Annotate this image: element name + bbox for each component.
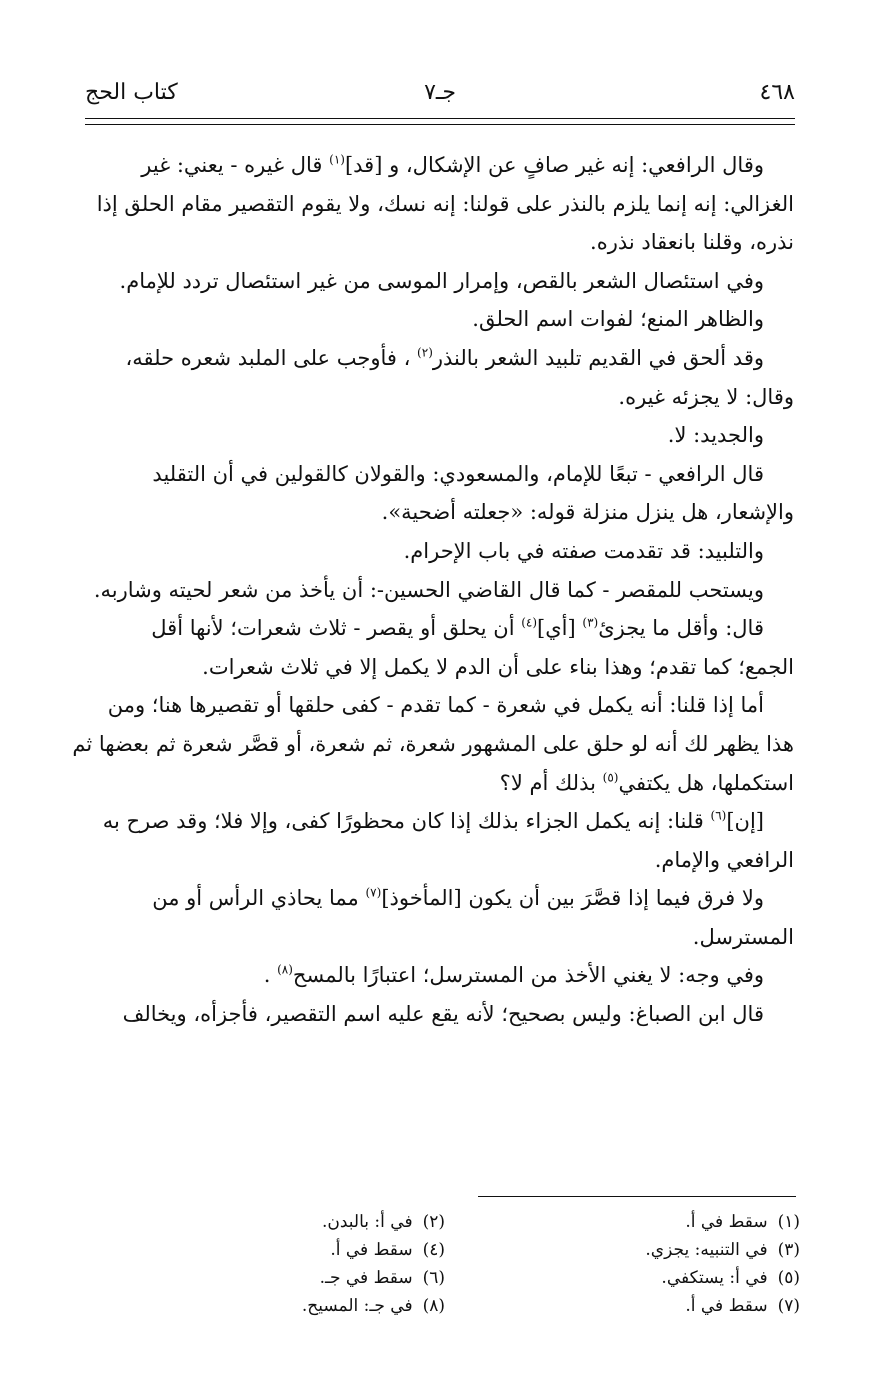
- text-segment: استكملها، هل يكتفي: [618, 770, 794, 795]
- book-title: كتاب الحج: [85, 80, 178, 105]
- text-segment: بذلك أم لا؟: [499, 770, 603, 795]
- text-segment: المسترسل.: [692, 924, 794, 949]
- footnote-number: (٧): [777, 1296, 800, 1316]
- footnote-ref: (٥): [602, 770, 619, 785]
- footnote-text: سقط في أ.: [685, 1212, 768, 1232]
- footnote: [645, 1240, 800, 1260]
- text-line: [82, 609, 794, 648]
- text-segment: والتلبيد: قد تقدمت صفته في باب الإحرام.: [403, 538, 764, 563]
- footnote: [685, 1212, 800, 1232]
- text-segment: [إن]: [726, 809, 764, 834]
- text-line: [82, 339, 794, 378]
- text-segment: قال الرافعي - تبعًا للإمام، والمسعودي: والقولان كالقولين في أن التقليد: [152, 461, 764, 486]
- text-segment: وقال الرافعي: إنه غير صافٍ عن الإشكال، و [قد]: [344, 153, 764, 177]
- footnote-row: [220, 1296, 800, 1324]
- footnote-text: في التنبيه: يجزي.: [645, 1240, 768, 1260]
- footnote: [330, 1240, 445, 1260]
- text-segment: ويستحب للمقصر - كما قال القاضي الحسين-: أن يأخذ من شعر لحيته وشاربه.: [93, 577, 764, 602]
- footnote-ref: (٢): [417, 345, 433, 360]
- footnote: [661, 1268, 800, 1288]
- text-segment: الرافعي والإمام.: [654, 847, 794, 872]
- footnote-ref: (٦): [710, 808, 727, 823]
- text-line: [82, 764, 794, 803]
- footnote: [320, 1268, 445, 1288]
- footnote-text: في جـ: المسيح.: [301, 1296, 413, 1316]
- main-text: [72, 146, 794, 1034]
- footnote-number: (٤): [422, 1240, 445, 1260]
- text-segment: الجمع؛ كما تقدم؛ وهذا بناء على أن الدم لا يكمل إلا في ثلاث شعرات.: [202, 654, 794, 679]
- footnote-number: (٨): [422, 1296, 445, 1316]
- footnote-row: [220, 1240, 800, 1268]
- text-line: [82, 918, 794, 957]
- text-segment: وقد ألحق في القديم تلبيد الشعر بالنذر: [432, 345, 764, 370]
- text-line: [82, 455, 794, 494]
- text-line: [82, 802, 794, 841]
- text-line: [82, 841, 794, 880]
- footnote-number: (٣): [777, 1240, 800, 1260]
- header-rule-thin: [85, 124, 795, 125]
- text-line: [82, 686, 794, 725]
- text-line: [82, 956, 794, 995]
- text-segment: وقال: لا يجزئه غيره.: [618, 384, 794, 409]
- text-line: [82, 879, 794, 918]
- text-segment: .: [263, 963, 278, 988]
- footnote-number: (٦): [422, 1268, 445, 1288]
- header-rule: [85, 118, 795, 119]
- footnote-text: في أ: بالبدن.: [321, 1212, 413, 1232]
- text-segment: نذره، وقلنا بانعقاد نذره.: [590, 230, 794, 255]
- text-segment: هذا يظهر لك أنه لو حلق على المشهور شعرة، ثم شعرة، أو قصَّر شعرة ثم بعضها ثم: [72, 731, 794, 756]
- text-segment: ولا فرق فيما إذا قصَّرَ بين أن يكون [المأخوذ]: [381, 886, 764, 911]
- footnote-number: (١): [777, 1212, 800, 1232]
- footnote-text: سقط في جـ.: [319, 1268, 413, 1288]
- text-segment: [أي]: [537, 616, 583, 641]
- text-line: [82, 648, 794, 687]
- footnote-separator: [478, 1196, 796, 1197]
- footnote-ref: (٣): [582, 615, 599, 630]
- text-segment: وفي استئصال الشعر بالقص، وإمرار الموسى من غير استئصال تردد للإمام.: [119, 268, 764, 293]
- footnote-row: [220, 1212, 800, 1240]
- footnote-ref: (١): [329, 152, 345, 167]
- text-line: [82, 571, 794, 610]
- text-segment: مما يحاذي الرأس أو من: [152, 886, 366, 911]
- text-segment: قال: وأقل ما يجزئ: [598, 616, 764, 641]
- footnote-text: سقط في أ.: [330, 1240, 413, 1260]
- text-segment: قال ابن الصباغ: وليس بصحيح؛ لأنه يقع عليه اسم التقصير، فأجزأه، ويخالف: [122, 1002, 764, 1027]
- text-line: [82, 532, 794, 571]
- text-segment: والظاهر المنع؛ لفوات اسم الحلق.: [472, 307, 764, 332]
- footnote-ref: (٧): [365, 885, 382, 900]
- text-segment: الغزالي: إنه إنما يلزم بالنذر على قولنا: إنه نسك، ولا يقوم التقصير مقام الحلق إذا: [96, 191, 794, 216]
- text-segment: قال غيره - يعني: غير: [141, 153, 330, 177]
- text-segment: قلنا: إنه يكمل الجزاء بذلك إذا كان محظورًا كفى، وإلا فلا؛ وقد صرح به: [102, 809, 711, 834]
- footnote: [302, 1296, 445, 1316]
- footnote: [322, 1212, 445, 1232]
- footnote-number: (٢): [422, 1212, 445, 1232]
- page-number: ٤٦٨: [759, 80, 795, 105]
- text-segment: ، فأوجب على الملبد شعره حلقه،: [125, 345, 418, 370]
- text-line: [82, 146, 794, 185]
- text-line: [82, 223, 794, 262]
- text-line: [82, 416, 794, 455]
- footnote-number: (٥): [777, 1268, 800, 1288]
- text-line: [82, 300, 794, 339]
- text-line: [82, 493, 794, 532]
- text-segment: والجديد: لا.: [667, 423, 764, 448]
- text-line: [82, 378, 794, 417]
- text-line: [82, 995, 794, 1034]
- footnote-ref: (٤): [521, 615, 538, 630]
- text-segment: أن يحلق أو يقصر - ثلاث شعرات؛ لأنها أقل: [151, 616, 522, 641]
- text-line: [72, 725, 794, 764]
- footnote-text: سقط في أ.: [685, 1296, 768, 1316]
- footnote-row: [220, 1268, 800, 1296]
- footnotes: [220, 1212, 800, 1324]
- footnote-text: في أ: يستكفي.: [661, 1268, 768, 1288]
- running-header: [85, 80, 795, 116]
- footnote-ref: (٨): [277, 963, 293, 978]
- volume-label: جـ٧: [424, 80, 456, 105]
- text-segment: أما إذا قلنا: أنه يكمل في شعرة - كما تقدم - كفى حلقها أو تقصيرها هنا؛ ومن: [107, 693, 764, 718]
- text-line: [82, 262, 794, 301]
- text-segment: والإشعار، هل ينزل منزلة قوله: «جعلته أضحية».: [381, 500, 794, 525]
- footnote: [685, 1296, 800, 1316]
- text-line: [82, 185, 794, 224]
- text-segment: وفي وجه: لا يغني الأخذ من المسترسل؛ اعتبارًا بالمسح: [292, 963, 764, 988]
